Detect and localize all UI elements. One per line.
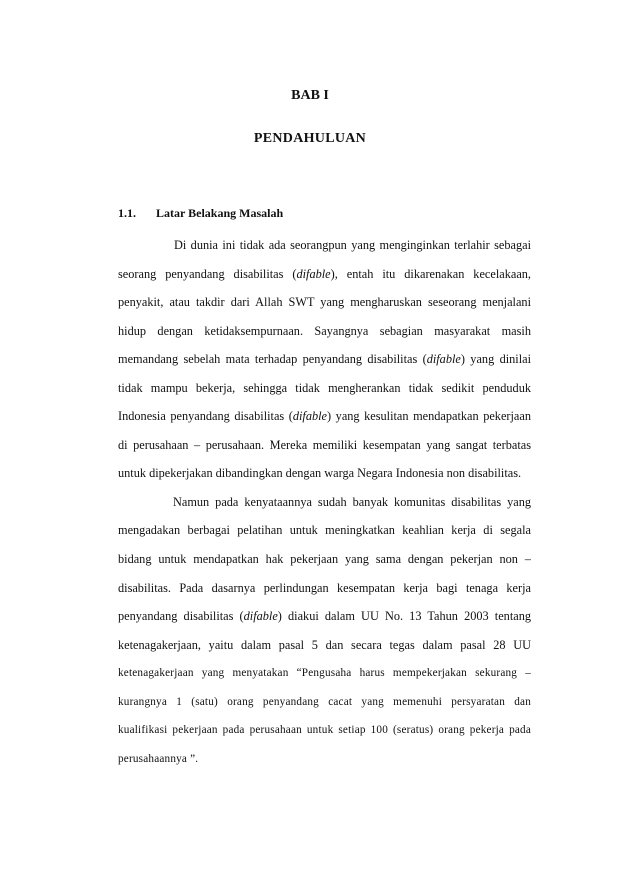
text-run: ketenagakerjaan, yaitu dalam pasal 5 dan secara tegas dalam pasal 28 UU [118,637,531,652]
text-run: untuk dipekerjakan dibandingkan dengan warga Negara Indonesia non disabilitas. [118,466,522,481]
paragraph [118,231,531,488]
chapter-title: PENDAHULUAN [253,131,367,146]
text-line [118,516,531,545]
text-line [118,688,531,717]
italic-term: difable [292,409,328,424]
text-line [118,716,531,745]
text-run: disabilitas. Pada dasarnya perlindungan kesempatan kerja bagi tenaga kerja [118,580,531,595]
text-run: ), entah itu dikarenakan kecelakaan, [330,266,531,281]
text-line [118,488,531,517]
text-run: Di dunia ini tidak ada seorangpun yang menginginkan terlahir sebagai [174,238,531,252]
text-run: kualifikasi pekerjaan pada perusahaan untuk setiap 100 (seratus) orang pekerja pada [118,724,531,737]
text-run: kurangnya 1 (satu) orang penyandang cacat yang memenuhi persyaratan dan [118,695,531,708]
italic-term: difable [296,266,331,281]
text-line [118,260,531,289]
text-line [118,374,531,403]
section-heading [118,206,283,221]
text-run: di perusahaan – perusahaan. Mereka memiliki kesempatan yang sangat terbatas [118,437,531,452]
text-line [118,631,531,660]
text-run: Namun pada kenyataannya sudah banyak komunitas disabilitas yang [173,494,531,509]
text-line [118,745,531,774]
text-run: ketenagakerjaan yang menyatakan “Pengusaha harus mempekerjakan sekurang – [118,667,531,680]
text-run: hidup dengan ketidaksempurnaan. Sayangnya sebagian masyarakat masih [118,323,531,338]
text-line [118,231,531,260]
section-number: 1.1. [118,206,136,220]
text-line [118,402,531,431]
text-line [118,545,531,574]
text-run: memandang sebelah mata terhadap penyandang disabilitas ( [118,352,427,367]
text-run: ) yang dinilai [460,352,531,367]
text-run: bidang untuk mendapatkan hak pekerjaan yang sama dengan pekerjan non – [118,552,531,567]
chapter-number: BAB I [291,88,329,103]
text-line [118,288,531,317]
body-text [118,231,531,773]
text-run: perusahaannya ”. [118,752,199,765]
section-title: Latar Belakang Masalah [156,206,284,220]
italic-term: difable [426,352,461,367]
text-line [118,574,531,603]
text-run: Indonesia penyandang disabilitas ( [118,409,293,424]
text-run: seorang penyandang disabilitas ( [118,266,297,281]
paragraph [118,488,531,773]
text-line [118,602,531,631]
text-line [118,459,531,488]
text-run: ) diakui dalam UU No. 13 Tahun 2003 tentang [277,609,531,624]
text-run: penyandang disabilitas ( [118,609,244,624]
text-line [118,345,531,374]
text-run: tidak mampu bekerja, sehingga tidak mengherankan tidak sedikit penduduk [118,380,531,395]
text-run: penyakit, atau takdir dari Allah SWT yang mengharuskan seseorang menjalani [118,295,531,310]
text-line [118,659,531,688]
text-line [118,431,531,460]
italic-term: difable [243,609,278,624]
text-line [118,317,531,346]
text-run: mengadakan berbagai pelatihan untuk meningkatkan keahlian kerja di segala [118,523,531,538]
text-run: ) yang kesulitan mendapatkan pekerjaan [327,409,531,424]
